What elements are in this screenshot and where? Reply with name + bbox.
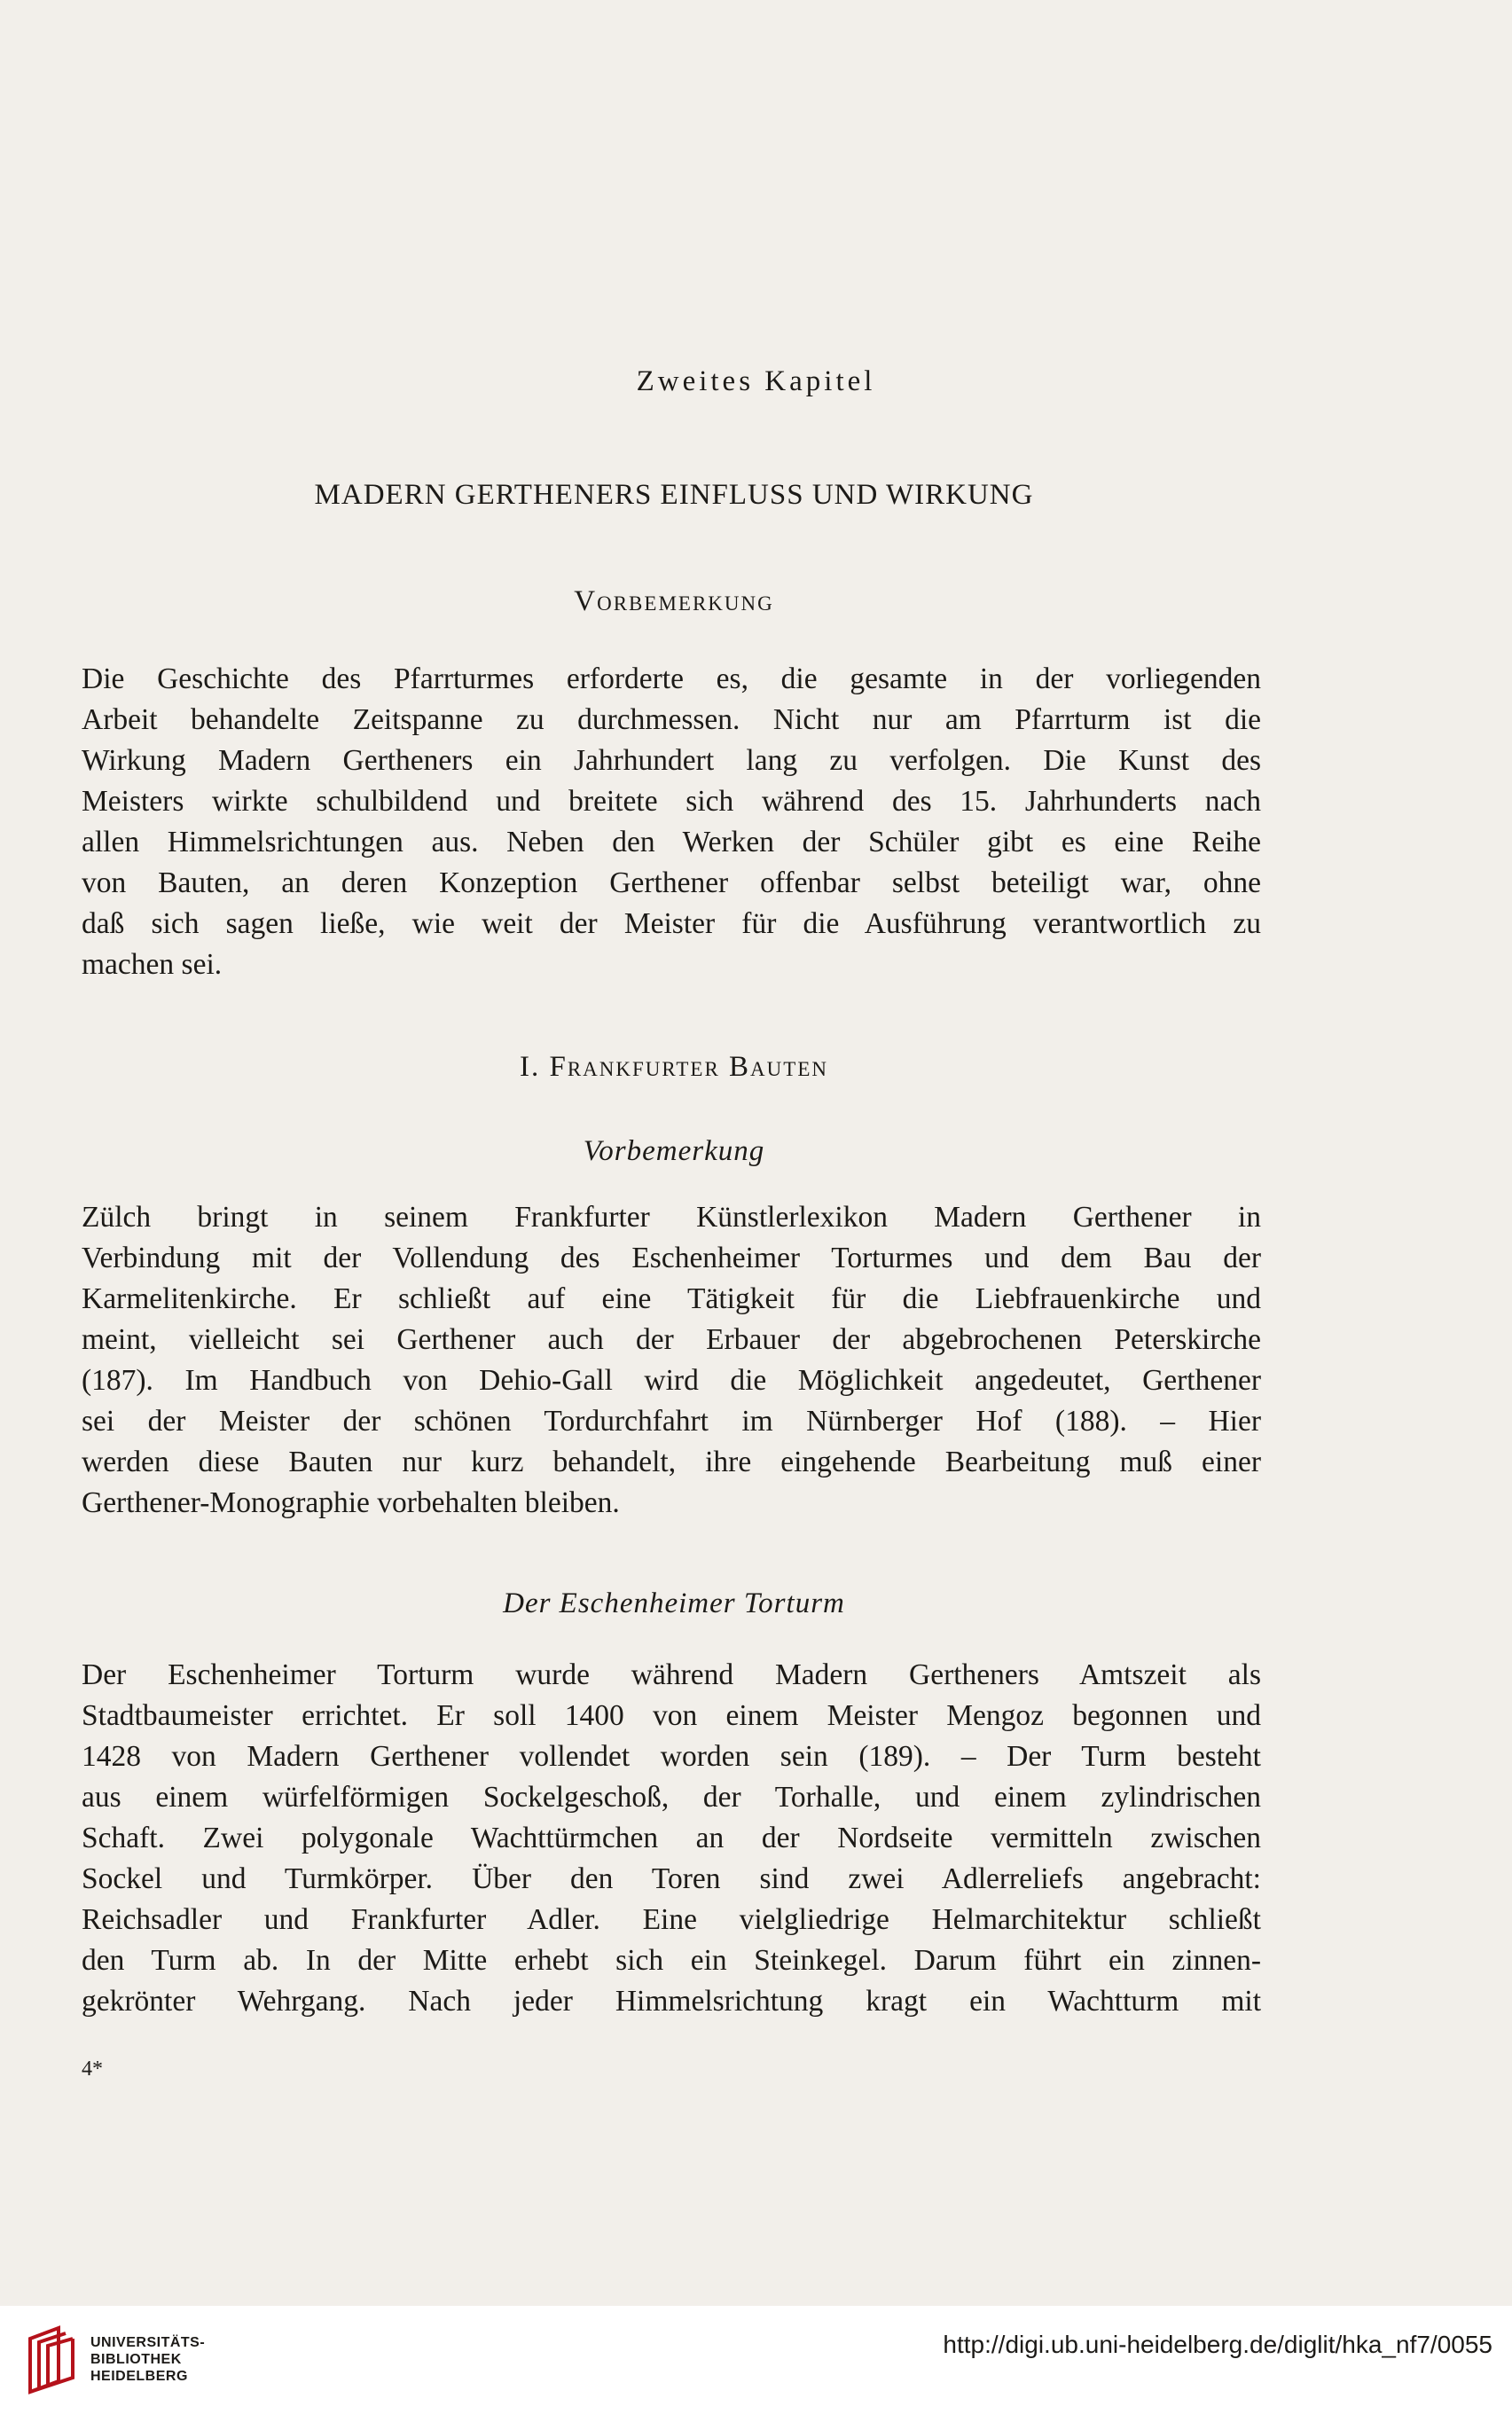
paragraph-intro [82,659,1261,985]
subsection-heading-eschenheimer-torturm: Der Eschenheimer Torturm [503,1587,845,1619]
chapter-title: MADERN GERTHENERS EINFLUSS UND WIRKUNG [314,479,1034,511]
chapter-label: Zweites Kapitel [636,365,876,397]
section-heading-vorbemerkung: Vorbemerkung [574,585,774,617]
text-line: Karmelitenkirche. Er schließt auf eine Tätigkeit für die Liebfrauenkirche und [82,1282,1261,1315]
text-line: Sockel und Turmkörper. Über den Toren sind zwei Adlerreliefs angebracht: [82,1862,1261,1895]
text-line: den Turm ab. In der Mitte erhebt sich ein Steinkegel. Darum führt ein zinnen- [82,1944,1261,1977]
text-line: machen sei. [82,948,223,981]
text-line: Die Geschichte des Pfarrturmes erforderte es, die gesamte in der vorliegenden [82,662,1261,695]
paragraph-eschenheimer [82,1655,1261,2022]
text-line: meint, vielleicht sei Gerthener auch der Erbauer der abgebrochenen Peterskirche [82,1323,1261,1356]
footer-bar [0,2306,1512,2422]
library-name-line: UNIVERSITÄTS- [90,2335,206,2350]
text-line: gekrönter Wehrgang. Nach jeder Himmelsrichtung kragt ein Wachtturm mit [82,1985,1261,2018]
library-name [90,2334,205,2385]
paragraph-zuelch [82,1197,1261,1524]
text-line: daß sich sagen ließe, wie weit der Meister für die Ausführung verantwortlich zu [82,907,1261,940]
text-line: Gerthener-Monographie vorbehalten bleiben. [82,1486,620,1519]
text-line: aus einem würfelförmigen Sockelgeschoß, der Torhalle, und einem zylindrischen [82,1781,1261,1814]
text-line: Verbindung mit der Vollendung des Eschenheimer Torturmes und dem Bau der [82,1242,1261,1274]
text-line: Stadtbaumeister errichtet. Er soll 1400 von einem Meister Mengoz begonnen und [82,1699,1261,1732]
text-line: Der Eschenheimer Torturm wurde während Madern Gertheners Amtszeit als [82,1658,1261,1691]
text-line: allen Himmelsrichtungen aus. Neben den Werken der Schüler gibt es eine Reihe [82,826,1261,858]
text-line: Reichsadler und Frankfurter Adler. Eine vielgliedrige Helmarchitektur schließt [82,1903,1261,1936]
text-line: Meisters wirkte schulbildend und breitete sich während des 15. Jahrhunderts nach [82,785,1261,818]
source-url-link[interactable]: http://digi.ub.uni-heidelberg.de/diglit/hka_nf7/0055 [943,2331,1492,2358]
text-line: Arbeit behandelte Zeitspanne zu durchmessen. Nicht nur am Pfarrturm ist die [82,703,1261,736]
signature-mark: 4* [82,2058,103,2081]
library-logo-icon [23,2321,85,2401]
library-name-line: HEIDELBERG [90,2369,188,2384]
section-heading-frankfurter-bauten: I. Frankfurter Bauten [519,1051,828,1083]
text-line: werden diese Bauten nur kurz behandelt, ihre eingehende Bearbeitung muß einer [82,1446,1261,1478]
library-name-line: BIBLIOTHEK [90,2352,182,2367]
subsection-heading-vorbemerkung: Vorbemerkung [583,1135,765,1167]
text-line: sei der Meister der schönen Tordurchfahrt im Nürnberger Hof (188). – Hier [82,1405,1261,1438]
text-line: von Bauten, an deren Konzeption Gerthener offenbar selbst beteiligt war, ohne [82,866,1261,899]
text-line: (187). Im Handbuch von Dehio-Gall wird die Möglichkeit angedeutet, Gerthener [82,1364,1261,1397]
text-line: Schaft. Zwei polygonale Wachttürmchen an der Nordseite vermitteln zwischen [82,1822,1261,1854]
text-line: Zülch bringt in seinem Frankfurter Künstlerlexikon Madern Gerthener in [82,1201,1261,1234]
text-line: 1428 von Madern Gerthener vollendet worden sein (189). – Der Turm besteht [82,1740,1261,1773]
text-line: Wirkung Madern Gertheners ein Jahrhundert lang zu verfolgen. Die Kunst des [82,744,1261,777]
